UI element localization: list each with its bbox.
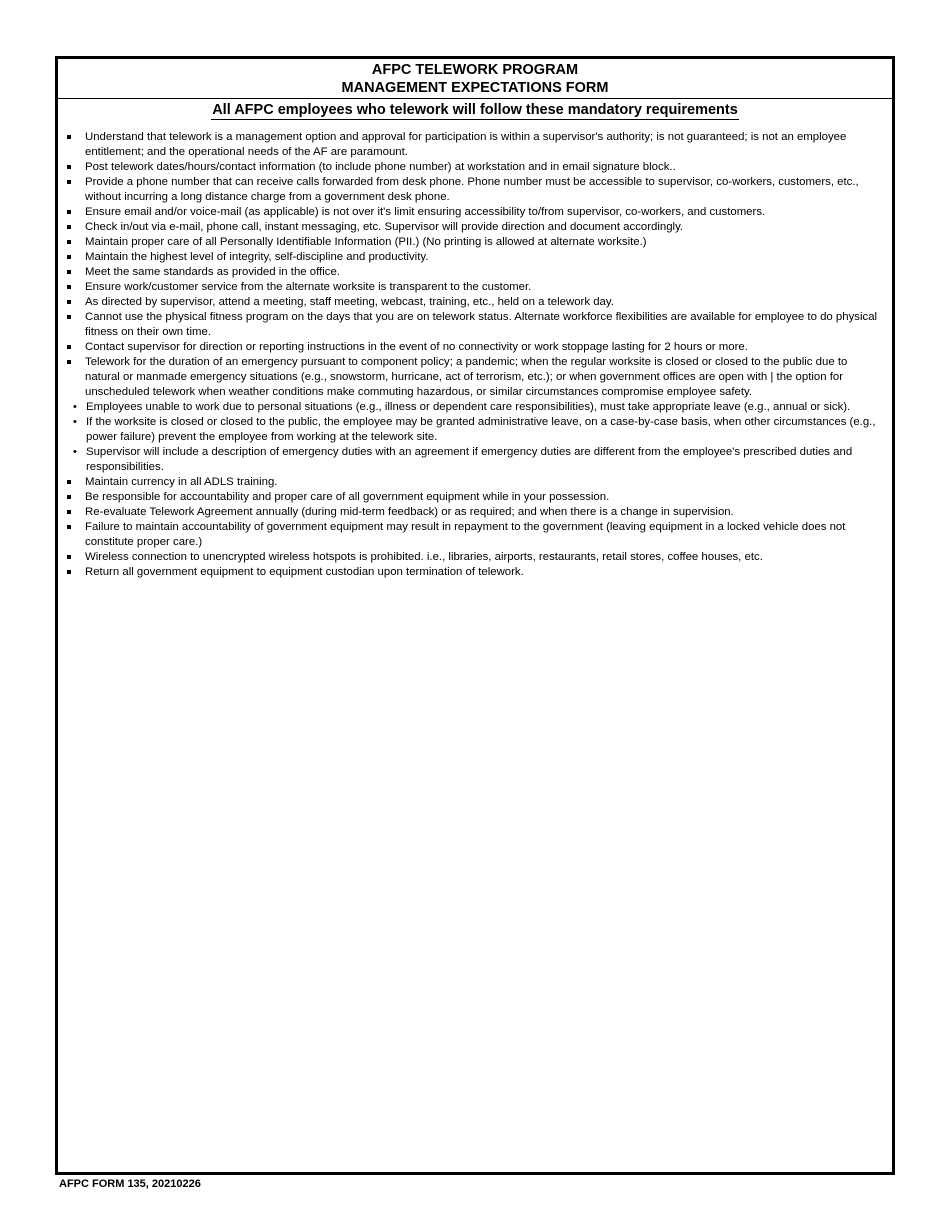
sub-list-item	[72, 445, 884, 475]
dot-bullet-icon: •	[73, 416, 77, 428]
list-item	[58, 295, 884, 310]
list-item	[58, 475, 884, 490]
sub-list-item	[72, 400, 884, 415]
square-bullet-icon	[67, 225, 71, 229]
sub-list-item	[72, 415, 884, 445]
requirement-text: Re-evaluate Telework Agreement annually (during mid-term feedback) or as required; and when there is a change in supervision.	[85, 506, 734, 518]
form-title-line2: MANAGEMENT EXPECTATIONS FORM	[341, 80, 609, 96]
list-item	[58, 565, 884, 580]
sub-item-text: If the worksite is closed or closed to the public, the employee may be granted administrative leave, on a case-by-case basis, when other circumstances (e.g., power failure) prevent the employee from working at the telework site.	[86, 416, 876, 443]
list-item	[58, 130, 884, 160]
list-item	[58, 340, 884, 355]
dot-bullet-icon: •	[73, 401, 77, 413]
requirement-text: As directed by supervisor, attend a meeting, staff meeting, webcast, training, etc., held on a telework day.	[85, 296, 614, 308]
subtitle-wrap	[58, 99, 892, 126]
square-bullet-icon	[67, 345, 71, 349]
list-item	[58, 265, 884, 280]
requirement-text: Maintain currency in all ADLS training.	[85, 476, 278, 488]
requirement-text: Be responsible for accountability and proper care of all government equipment while in your possession.	[85, 491, 610, 503]
form-title-line1: AFPC TELEWORK PROGRAM	[371, 62, 579, 78]
sub-item-text: Employees unable to work due to personal situations (e.g., illness or dependent care responsibilities), must take appropriate leave (e.g., annual or sick).	[86, 401, 851, 413]
requirement-text: Wireless connection to unencrypted wireless hotspots is prohibited. i.e., libraries, airports, restaurants, retail stores, coffee houses, etc.	[85, 551, 763, 563]
requirement-text: Telework for the duration of an emergency pursuant to component policy; a pandemic; when the regular worksite is closed or closed to the public due to natural or manmade emergency situations (e.g., snowstorm, hurricane, act of terrorism, etc.); or when government offices are open with | the option for unscheduled telework when weather conditions make commuting hazardous, or similar circumstances compromise employee safety.	[85, 356, 848, 398]
requirement-text: Provide a phone number that can receive calls forwarded from desk phone. Phone number must be accessible to supervisor, co-workers, customers, etc., without incurring a long distance charge from a government desk phone.	[85, 176, 859, 203]
list-item	[58, 205, 884, 220]
square-bullet-icon	[67, 285, 71, 289]
requirement-text: Maintain proper care of all Personally Identifiable Information (PII.) (No printing is allowed at alternate worksite.)	[85, 236, 647, 248]
square-bullet-icon	[67, 270, 71, 274]
square-bullet-icon	[67, 240, 71, 244]
square-bullet-icon	[67, 570, 71, 574]
square-bullet-icon	[67, 555, 71, 559]
list-item	[58, 355, 884, 475]
square-bullet-icon	[67, 300, 71, 304]
requirements-list	[58, 130, 892, 580]
square-bullet-icon	[67, 360, 71, 364]
list-item	[58, 250, 884, 265]
list-item	[58, 490, 884, 505]
list-item	[58, 175, 884, 205]
form-footer-id: AFPC FORM 135, 20210226	[59, 1178, 201, 1190]
dot-bullet-icon: •	[73, 446, 77, 458]
square-bullet-icon	[67, 255, 71, 259]
requirement-text: Return all government equipment to equipment custodian upon termination of telework.	[85, 566, 524, 578]
square-bullet-icon	[67, 165, 71, 169]
list-item	[58, 235, 884, 250]
square-bullet-icon	[67, 135, 71, 139]
form-title-block	[58, 59, 892, 99]
requirement-text: Failure to maintain accountability of government equipment may result in repayment to the government (leaving equipment in a locked vehicle does not constitute proper care.)	[85, 521, 846, 548]
requirement-text: Contact supervisor for direction or reporting instructions in the event of no connectivity or work stoppage lasting for 2 hours or more.	[85, 341, 748, 353]
requirement-text: Ensure work/customer service from the alternate worksite is transparent to the customer.	[85, 281, 532, 293]
requirement-text: Ensure email and/or voice-mail (as applicable) is not over it's limit ensuring accessibility to/from supervisor, co-workers, and customers.	[85, 206, 766, 218]
square-bullet-icon	[67, 210, 71, 214]
list-item	[58, 310, 884, 340]
square-bullet-icon	[67, 180, 71, 184]
square-bullet-icon	[67, 510, 71, 514]
list-item	[58, 220, 884, 235]
requirement-text: Cannot use the physical fitness program on the days that you are on telework status. Alternate workforce flexibilities are available for employee to do physical fitness on their own time.	[85, 311, 878, 338]
requirement-text: Check in/out via e-mail, phone call, instant messaging, etc. Supervisor will provide direction and document accordingly.	[85, 221, 684, 233]
requirement-text: Post telework dates/hours/contact information (to include phone number) at workstation and in email signature block..	[85, 161, 676, 173]
form-frame	[55, 56, 895, 1175]
list-item	[58, 550, 884, 565]
list-item	[58, 505, 884, 520]
requirement-text: Maintain the highest level of integrity, self-discipline and productivity.	[85, 251, 429, 263]
sub-item-text: Supervisor will include a description of emergency duties with an agreement if emergency duties are different from the employee's prescribed duties and responsibilities.	[86, 446, 853, 473]
list-item	[58, 160, 884, 175]
square-bullet-icon	[67, 525, 71, 529]
form-subtitle: All AFPC employees who telework will follow these mandatory requirements	[212, 102, 738, 118]
emergency-sub-list	[73, 400, 884, 475]
requirement-text: Meet the same standards as provided in the office.	[85, 266, 340, 278]
square-bullet-icon	[67, 315, 71, 319]
list-item	[58, 280, 884, 295]
list-item	[58, 520, 884, 550]
square-bullet-icon	[67, 495, 71, 499]
requirement-text: Understand that telework is a management option and approval for participation is within a supervisor's authority; is not guaranteed; is not an employee entitlement; and the operational needs of the AF are paramount.	[85, 131, 847, 158]
square-bullet-icon	[67, 480, 71, 484]
